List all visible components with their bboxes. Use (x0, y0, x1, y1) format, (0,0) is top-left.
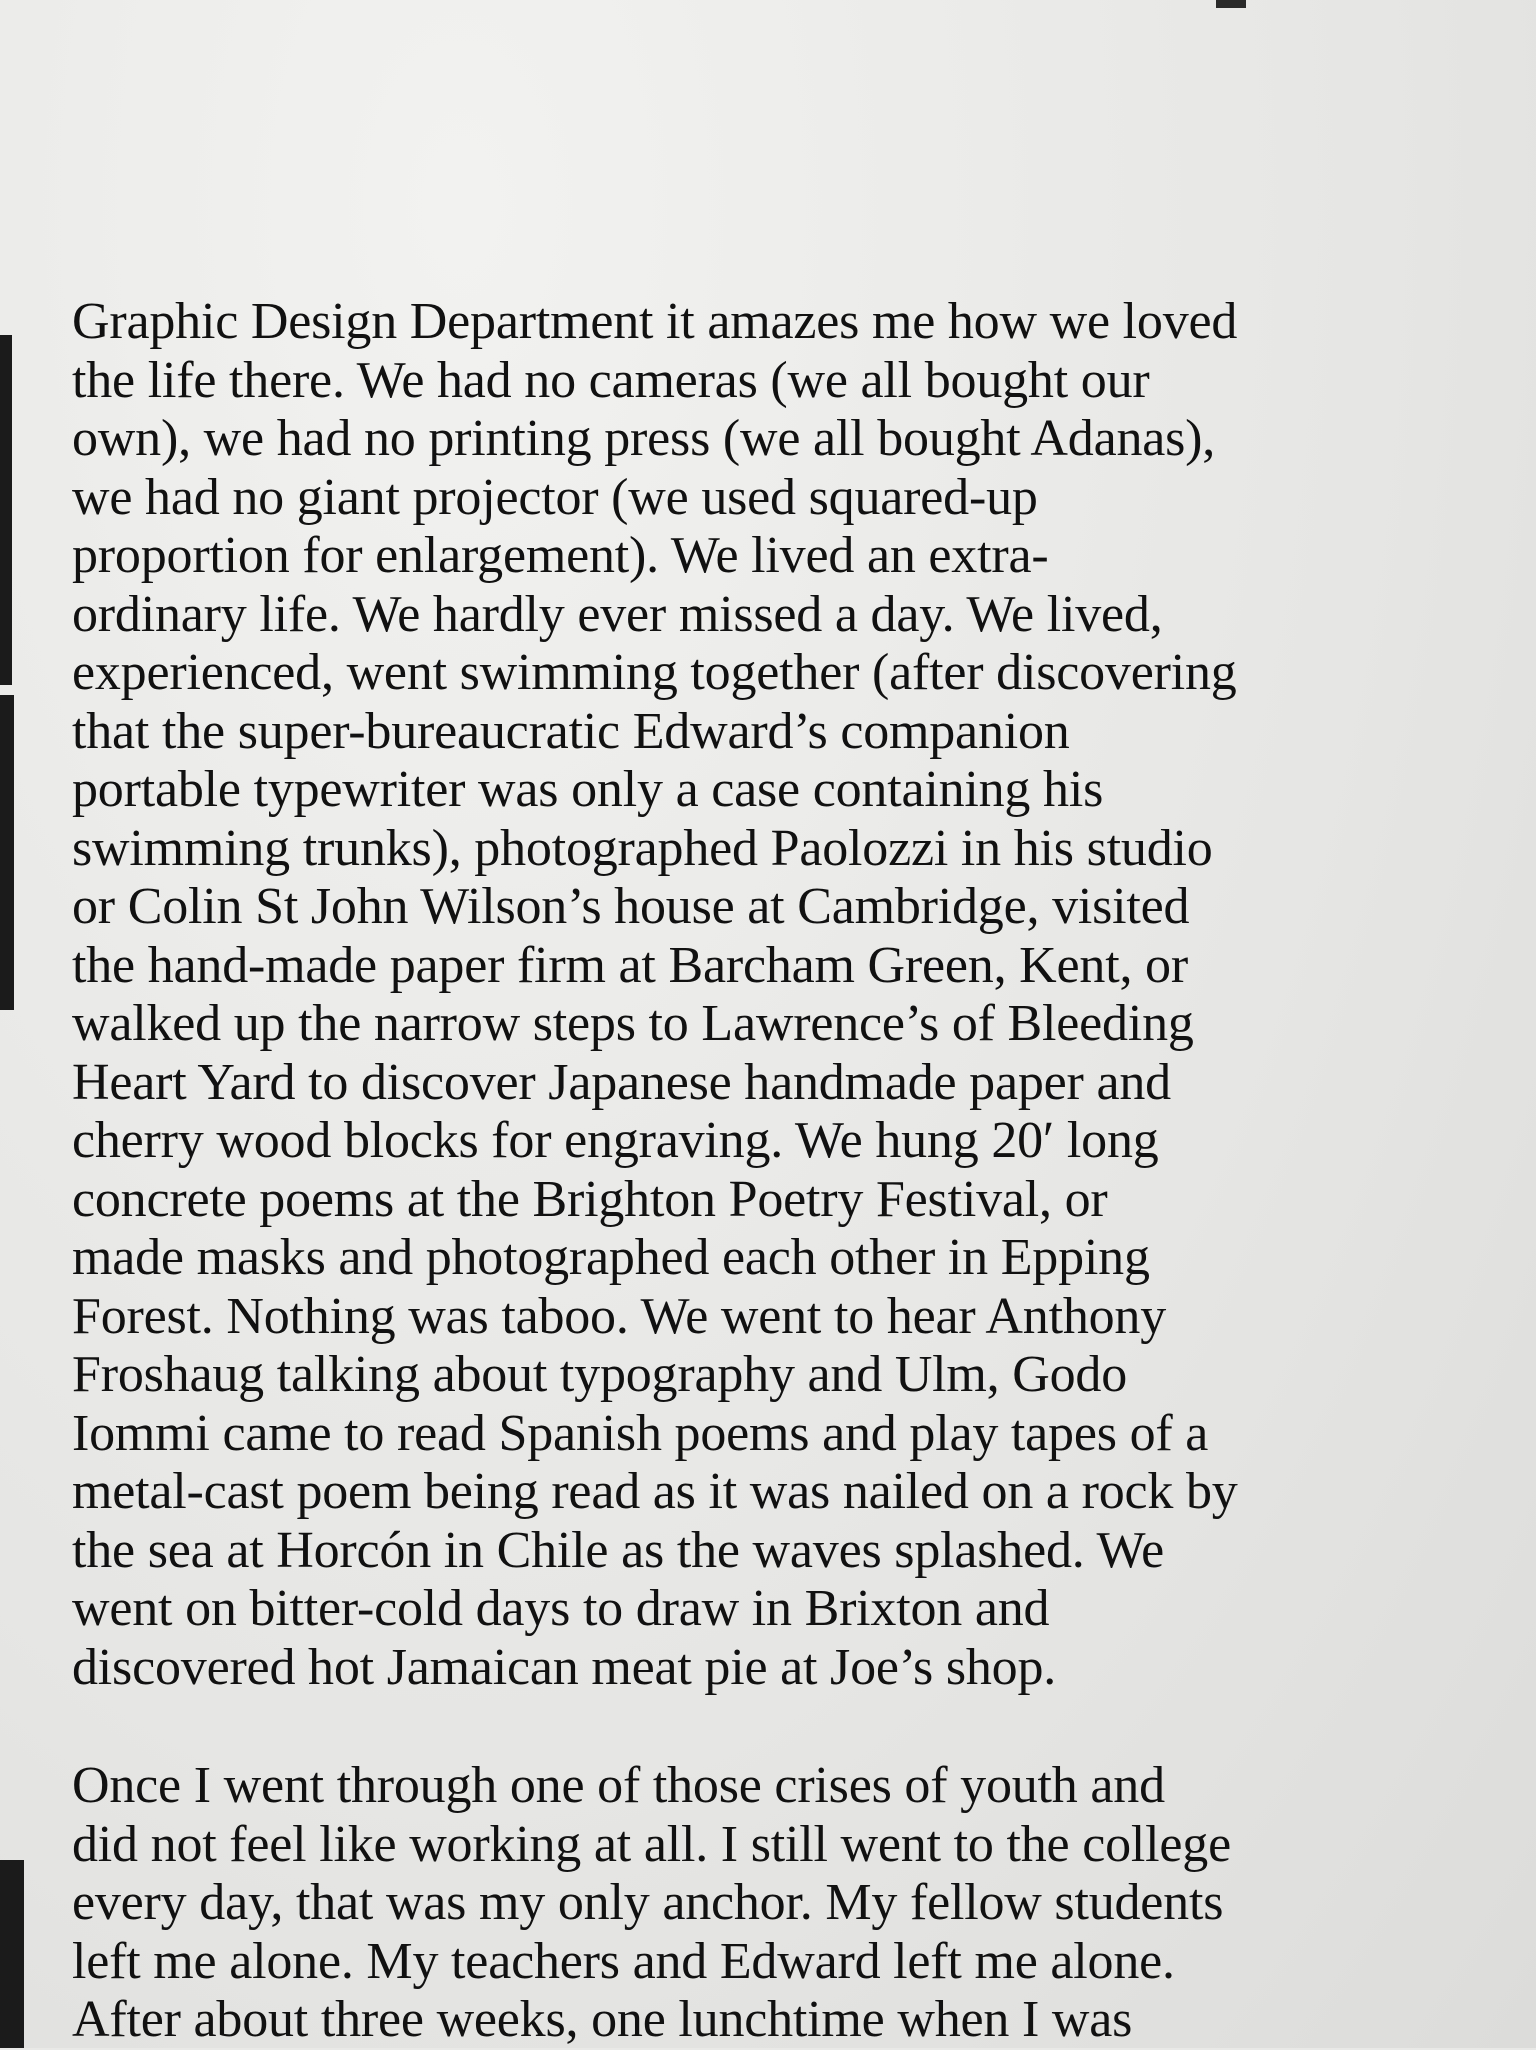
adjacent-photo-edge (0, 1860, 24, 2048)
text-line: metal-cast poem being read as it was nailed on a rock by (72, 1463, 1238, 1520)
text-line: walked up the narrow steps to Lawrence’s of Bleeding (72, 995, 1194, 1052)
text-line: proportion for enlargement). We lived an extra- (72, 527, 1049, 584)
text-line: the life there. We had no cameras (we all bought our (72, 351, 1150, 409)
text-line: left me alone. My teachers and Edward left me alone. (72, 1932, 1175, 1990)
text-line: swimming trunks), photographed Paolozzi in his studio (72, 819, 1213, 877)
text-line: every day, that was my only anchor. My fellow students (72, 1874, 1224, 1931)
text-line: went on bitter-cold days to draw in Brixton and (72, 1580, 1050, 1637)
text-line: or Colin St John Wilson’s house at Cambridge, visited (72, 878, 1190, 935)
text-line: cherry wood blocks for engraving. We hung 20′ long (72, 1112, 1159, 1169)
text-line: own), we had no printing press (we all bought Adanas), (72, 410, 1216, 467)
text-line: portable typewriter was only a case containing his (72, 761, 1104, 818)
text-line: Graphic Design Department it amazes me how we loved (72, 293, 1238, 350)
text-line: concrete poems at the Brighton Poetry Festival, or (72, 1170, 1108, 1228)
text-line: Iommi came to read Spanish poems and play tapes of a (72, 1404, 1209, 1462)
adjacent-photo-edge (0, 335, 12, 685)
text-line: Forest. Nothing was taboo. We went to hear Anthony (72, 1287, 1167, 1345)
paragraph-1 (72, 293, 1472, 1697)
text-line: did not feel like working at all. I still went to the college (72, 1815, 1231, 1873)
adjacent-photo-edge (0, 695, 14, 1010)
text-line: we had no giant projector (we used squared-up (72, 468, 1038, 526)
text-line: After about three weeks, one lunchtime when I was (72, 1991, 1133, 2048)
text-line: Froshaug talking about typography and Ulm, Godo (72, 1346, 1128, 1403)
text-line: discovered hot Jamaican meat pie at Joe’s shop. (72, 1638, 1057, 1696)
text-line: Heart Yard to discover Japanese handmade paper and (72, 1053, 1171, 1111)
text-line: the hand-made paper firm at Barcham Green, Kent, or (72, 936, 1188, 994)
text-line: ordinary life. We hardly ever missed a day. We lived, (72, 585, 1163, 643)
top-edge-mark (1216, 0, 1246, 8)
text-line: the sea at Horcón in Chile as the waves splashed. We (72, 1521, 1165, 1579)
paragraph-2 (72, 1757, 1472, 2050)
text-line: experienced, went swimming together (after discovering (72, 644, 1237, 701)
text-line: made masks and photographed each other in Epping (72, 1229, 1150, 1286)
text-line: that the super-bureaucratic Edward’s companion (72, 702, 1070, 760)
text-line: Once I went through one of those crises of youth and (72, 1757, 1165, 1814)
